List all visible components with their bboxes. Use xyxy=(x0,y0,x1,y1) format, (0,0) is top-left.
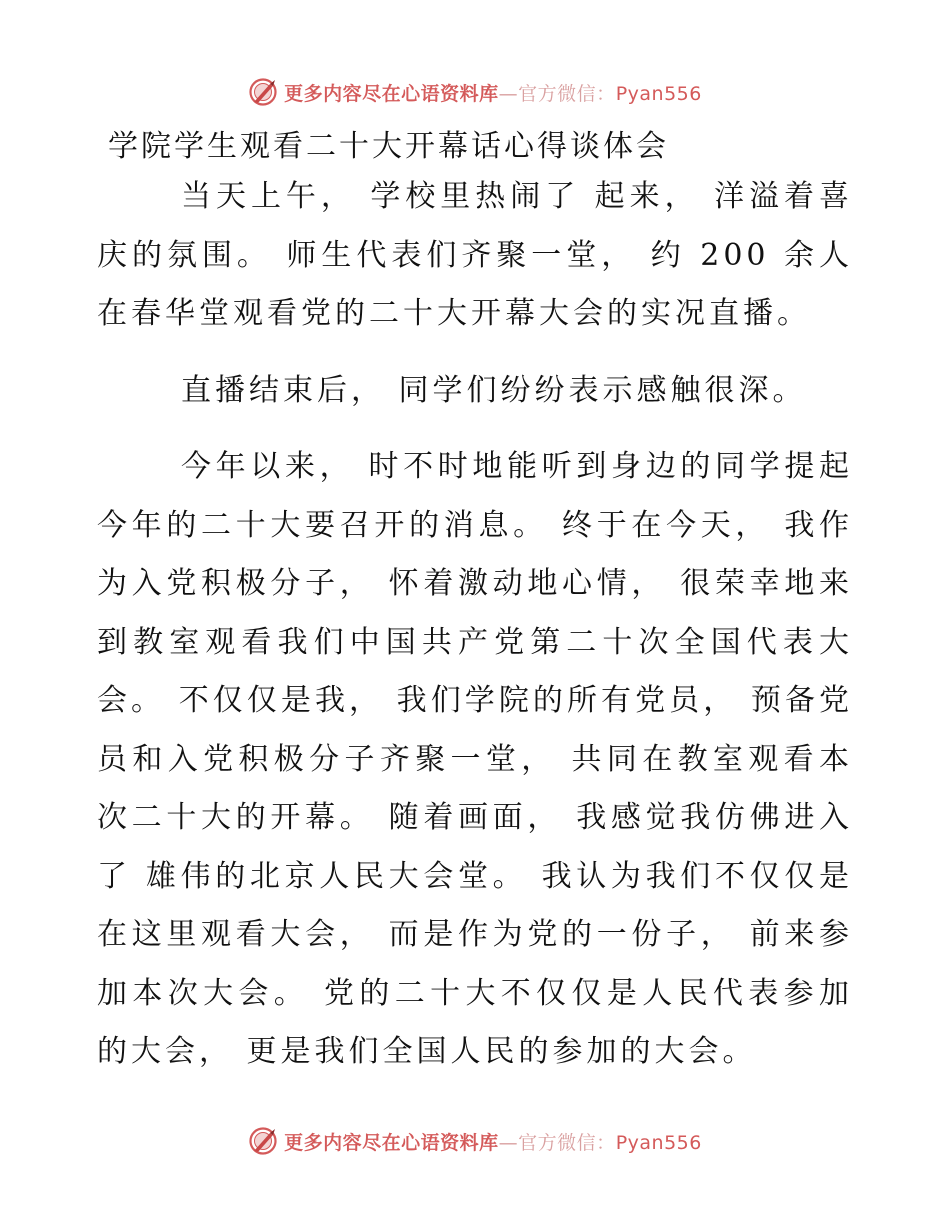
banner-text xyxy=(284,1128,702,1155)
header-banner xyxy=(0,72,950,112)
banner-wechat-label: 官方微信： xyxy=(518,82,616,105)
document-body xyxy=(97,168,853,1100)
banner-wechat-label: 官方微信： xyxy=(518,1131,616,1154)
footer-banner xyxy=(0,1121,950,1161)
paragraph-3: 今年以来， 时不时地能听到身边的同学提起今年的二十大要召开的消息。 终于在今天， 我作为入党积极分子， 怀着激动地心情， 很荣幸地来到教室观看我们中国共产党第二十次全国代表大会。 不仅仅是我， 我们学院的所有党员， 预备党员和入党积极分子齐聚一堂， 共同在教室观看本次二十大的开幕。 随着画面， 我感觉我仿佛进入了 雄伟的北京人民大会堂。 我认为我们不仅仅是在这里观看大会， 而是作为党的一份子， 前来参加本次大会。 党的二十大不仅仅是人民代表参加的大会， 更是我们全国人民的参加的大会。 xyxy=(97,449,853,1069)
banner-brand: 更多内容尽在心语资料库 xyxy=(284,82,499,105)
banner-separator: — xyxy=(498,82,519,105)
document-title: 学院学生观看二十大开幕话心得谈体会 xyxy=(108,129,669,164)
banner-separator: — xyxy=(498,1131,519,1154)
quill-pen-seal-icon xyxy=(248,1126,278,1156)
banner-brand: 更多内容尽在心语资料库 xyxy=(284,1131,499,1154)
banner-wechat-id: Pyan556 xyxy=(615,82,702,105)
paragraph-1: 当天上午， 学校里热闹了 起来， 洋溢着喜庆的氛围。 师生代表们齐聚一堂， 约 200 余人在春华堂观看党的二十大开幕大会的实况直播。 xyxy=(97,179,853,331)
paragraph-2: 直播结束后， 同学们纷纷表示感触很深。 xyxy=(181,372,807,408)
banner-text xyxy=(284,79,702,106)
banner-wechat-id: Pyan556 xyxy=(615,1131,702,1154)
quill-pen-seal-icon xyxy=(248,77,278,107)
